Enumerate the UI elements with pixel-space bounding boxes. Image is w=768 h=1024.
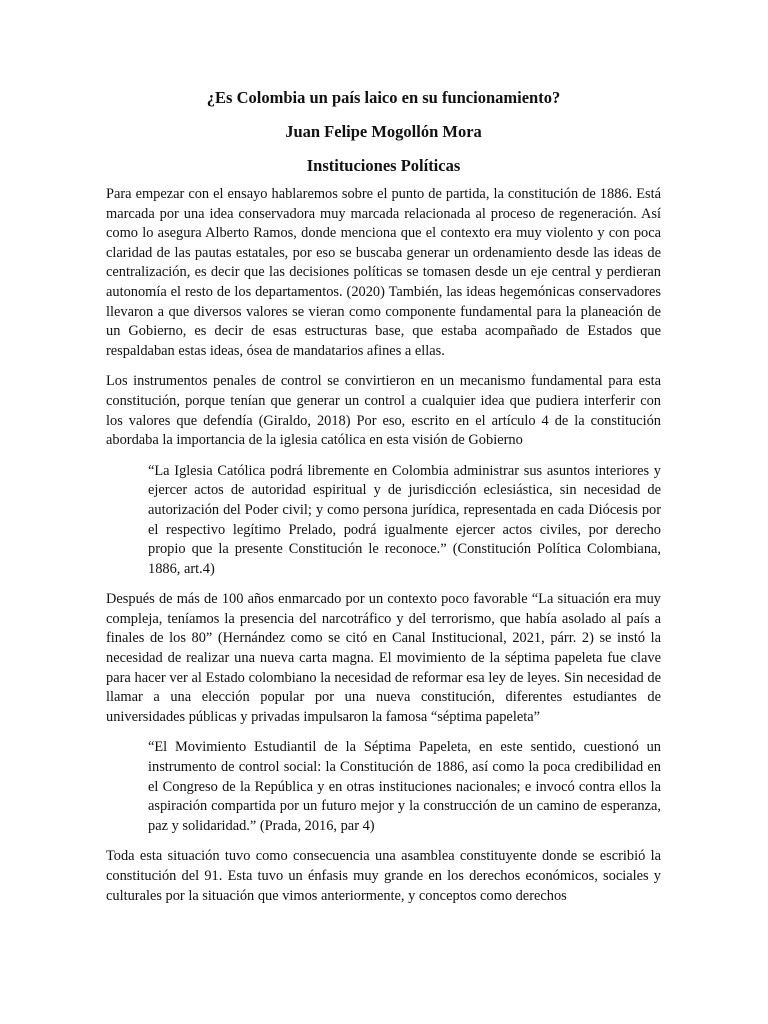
- document-author: Juan Felipe Mogollón Mora: [285, 122, 482, 141]
- document-title: ¿Es Colombia un país laico en su funcionamiento?: [206, 88, 561, 107]
- paragraph: Después de más de 100 años enmarcado por un contexto poco favorable “La situación era muy compleja, teníamos la presencia del narcotráfico y del terrorismo, que había asolado al país a finales de los 80” (Hernández como se citó en Canal Institucional, 2021, párr. 2) se instó la necesidad de realizar una nueva carta magna. El movimiento de la séptima papeleta fue clave para hacer ver al Estado colombiano la necesidad de reformar esa ley de leyes. Sin necesidad de llamar a una elección popular por una nueva constitución, diferentes estudiantes de universidades públicas y privadas impulsaron la famosa “séptima papeleta”: [106, 591, 661, 725]
- block-quote: “La Iglesia Católica podrá libremente en Colombia administrar sus asuntos interiores y ejercer actos de autoridad espiritual y de jurisdicción eclesiástica, sin necesidad de autorización del Poder civil; y como persona jurídica, representada en cada Diócesis por el respectivo legítimo Prelado, podrá igualmente ejercer actos civiles, por derecho propio que la presente Constitución le reconoce.” (Constitución Política Colombiana, 1886, art.4): [148, 462, 661, 577]
- block-quote: “El Movimiento Estudiantil de la Séptima Papeleta, en este sentido, cuestionó un instrumento de control social: la Constitución de 1886, así como la poca credibilidad en el Congreso de la República y en otras instituciones nacionales; e invocó contra ellos la aspiración compartida por un futuro mejor y la construcción de un camino de esperanza, paz y solidaridad.” (Prada, 2016, par 4): [148, 739, 661, 834]
- document-body: [106, 88, 661, 906]
- paragraph: Para empezar con el ensayo hablaremos sobre el punto de partida, la constitución de 1886. Está marcada por una idea conservadora muy marcada relacionada al proceso de regeneración. Así como lo asegura Alberto Ramos, donde menciona que el contexto era muy violento y con poca claridad de las pautas estatales, por eso se buscaba generar un ordenamiento desde las ideas de centralización, es decir que las decisiones políticas se tomasen desde un eje central y perdieran autonomía el resto de los departamentos. (2020) También, las ideas hegemónicas conservadores llevaron a que diversos valores se vieran como componente fundamental para la planeación de un Gobierno, es decir de esas estructuras base, que estaba acompañado de Estados que respaldaban estas ideas, ósea de mandatarios afines a ellas.: [106, 186, 661, 359]
- document-course: Instituciones Políticas: [306, 156, 461, 175]
- paragraph: Toda esta situación tuvo como consecuencia una asamblea constituyente donde se escribió la constitución del 91. Esta tuvo un énfasis muy grande en los derechos económicos, sociales y culturales por la situación que vimos anteriormente, y conceptos como derechos: [106, 848, 661, 904]
- paragraph: Los instrumentos penales de control se convirtieron en un mecanismo fundamental para esta constitución, porque tenían que generar un control a cualquier idea que pudiera interferir con los valores que defendía (Giraldo, 2018) Por eso, escrito en el artículo 4 de la constitución abordaba la importancia de la iglesia católica en esta visión de Gobierno: [106, 373, 661, 449]
